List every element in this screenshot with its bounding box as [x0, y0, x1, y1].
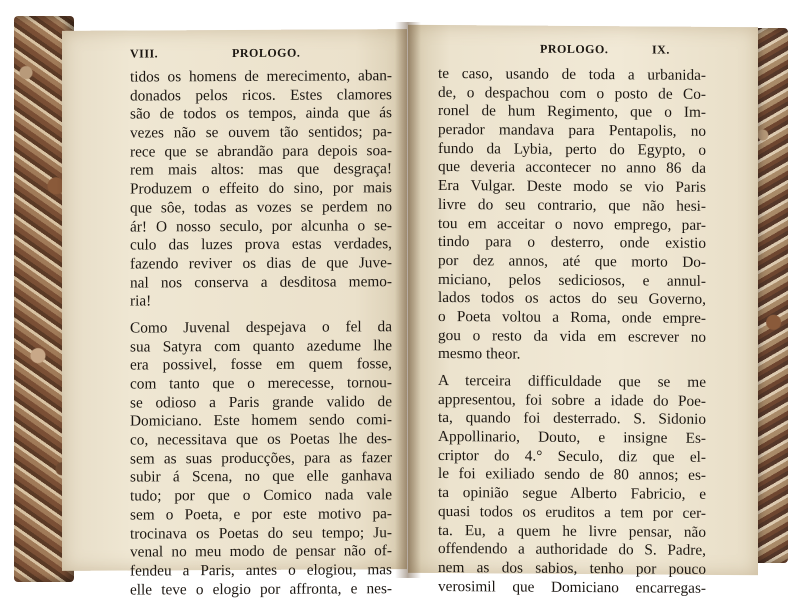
- text-line: quasi todos os eruditos a tem por cer-: [438, 502, 706, 522]
- running-head-right: PROLOGO.: [540, 41, 609, 57]
- right-page: [408, 25, 758, 597]
- text-line: que deveria accontecer no anno 86 da: [438, 158, 706, 178]
- text-line: tou em acceitar o novo emprego, par-: [438, 214, 706, 234]
- text-line: ta, quando foi desterrado. S. Sidonio: [438, 409, 706, 429]
- text-line: sua Satyra com quanto azedume lhe: [130, 336, 392, 356]
- page-number-left: VIII.: [130, 46, 159, 61]
- text-line: le foi exiliado sendo de 80 annos; es-: [438, 465, 706, 485]
- text-line: sem o Poeta, e por este motivo pa-: [130, 504, 392, 524]
- text-line: elle teve o elogio por affronta, e nes-: [130, 579, 392, 599]
- text-line: gou o resto da vida em escrever no: [438, 326, 706, 346]
- text-line: offendendo a authoridade do S. Padre,: [438, 540, 706, 560]
- text-line: se odioso a Paris grande valido de: [130, 392, 392, 412]
- text-line: fazendo reviver os dias de que Juve-: [130, 254, 392, 273]
- text-line: Era Vulgar. Deste modo se vio Paris: [438, 177, 706, 196]
- text-line: culo das luzes prova estas verdades,: [130, 235, 392, 254]
- text-line: rece que se abrandão para depois soa-: [130, 141, 392, 161]
- text-line: o Poeta voltou a Roma, onde empre-: [438, 307, 706, 327]
- text-line: te caso, usando de toda a urbanida-: [438, 64, 706, 84]
- page-number-right: IX.: [652, 42, 670, 57]
- text-line: fundo da Lybia, perto do Egypto, o: [438, 139, 706, 159]
- text-line: nem as dos sabios, tenho por pouco: [438, 558, 706, 578]
- text-line: Domiciano. Este homem sendo comi-: [130, 411, 392, 430]
- text-line: ta opinião segue Alberto Fabricio, e: [438, 484, 706, 503]
- text-line: appresentou, foi sobre a idade do Poe-: [438, 390, 706, 410]
- right-page-text: [438, 65, 706, 598]
- text-line: tidos os homens de merecimento, aban-: [130, 67, 392, 86]
- left-page-text: [130, 67, 392, 600]
- text-line: Appollinario, Douto, e insigne Es-: [438, 428, 706, 447]
- text-line: são de todos os tempos, ainda que ás: [130, 104, 392, 123]
- text-line: lados todos os actos do seu Governo,: [438, 289, 706, 309]
- text-line: venal no meu modo de pensar não of-: [130, 542, 392, 561]
- text-line: por dez annos, até que morto Do-: [438, 251, 706, 271]
- text-line: donados pelos ricos. Estes clamores: [130, 85, 392, 105]
- text-line: co, necessitava que os Poetas lhe des-: [130, 430, 392, 449]
- text-line: tudo; por que o Comico nada vale: [130, 486, 392, 505]
- text-line: ria!: [130, 292, 152, 310]
- text-line: que sôe, todas as vozes se perdem no: [130, 197, 392, 217]
- text-line: perador mandava para Pentapolis, no: [438, 121, 706, 140]
- text-line: ár! O nosso seculo, por alcunha o se-: [130, 216, 392, 236]
- text-line: subir á Scena, no que elle ganhava: [130, 467, 392, 486]
- text-line: tindo para o desterro, onde existio: [438, 233, 706, 253]
- text-line: nal nos conserva a desditosa memo-: [130, 272, 392, 292]
- text-line: miciano, pelos sediciosos, e annul-: [438, 270, 706, 290]
- text-line: era possivel, fosse em quem fosse,: [130, 355, 392, 374]
- text-line: Como Juvenal despejava o fel da: [130, 318, 392, 337]
- text-line: sem as suas producções, para as fazer: [130, 448, 392, 468]
- text-line: com tanto que o merecesse, tornou-: [130, 374, 392, 393]
- text-line: de, o despachou com o posto de Co-: [438, 83, 706, 103]
- text-line: rem mais altos: mas que desgraça!: [130, 160, 392, 179]
- text-line: A terceira difficuldade que se me: [438, 371, 706, 391]
- text-line: fendeu a Paris, antes o elogiou, mas: [130, 561, 392, 580]
- text-line: verosimil que Domiciano encarregas-: [438, 577, 706, 597]
- text-line: livre do seu contrario, que não hesi-: [438, 195, 706, 215]
- text-line: ta. Eu, a quem he livre pensar, não: [438, 521, 706, 541]
- left-page: [62, 29, 407, 599]
- text-line: ronel de hum Regimento, que o Im-: [438, 102, 706, 122]
- text-line: vezes não se ouvem tão sentidos; pa-: [130, 123, 392, 142]
- text-line: mesmo theor.: [438, 345, 521, 363]
- running-head-left: PROLOGO.: [232, 45, 301, 61]
- text-line: Produzem o effeito do sino, por mais: [130, 179, 392, 198]
- text-line: trocinava os Poetas do seu tempo; Ju-: [130, 523, 392, 543]
- text-line: criptor do 4.° Seculo, diz que el-: [438, 446, 706, 466]
